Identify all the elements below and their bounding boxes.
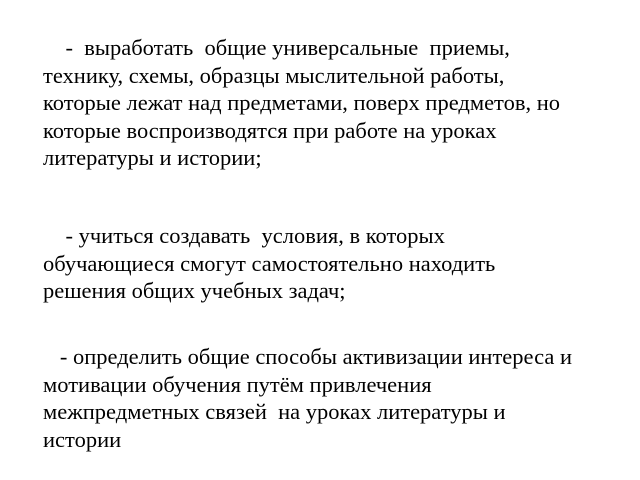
text-line: мотивации обучения путём привлечения bbox=[43, 371, 432, 397]
goal-paragraph-1 bbox=[43, 34, 628, 172]
text-line: - учиться создавать условия, в которых bbox=[43, 223, 445, 248]
text-line: обучающиеся смогут самостоятельно находить bbox=[43, 250, 496, 276]
text-line: решения общих учебных задач; bbox=[43, 278, 346, 303]
text-line: которые воспроизводятся при работе на уроках bbox=[43, 117, 497, 143]
goal-paragraph-3 bbox=[43, 343, 628, 453]
goal-paragraph-2 bbox=[43, 222, 628, 305]
text-line: - определить общие способы активизации интереса и bbox=[43, 344, 572, 369]
text-line: истории bbox=[43, 426, 122, 452]
text-line: технику, схемы, образцы мыслительной работы, bbox=[43, 62, 505, 88]
text-line: межпредметных связей на уроках литературы и bbox=[43, 399, 506, 424]
text-line: которые лежат над предметами, поверх предметов, но bbox=[43, 90, 561, 115]
text-line: - выработать общие универсальные приемы, bbox=[43, 35, 510, 60]
text-line: литературы и истории; bbox=[43, 145, 262, 170]
